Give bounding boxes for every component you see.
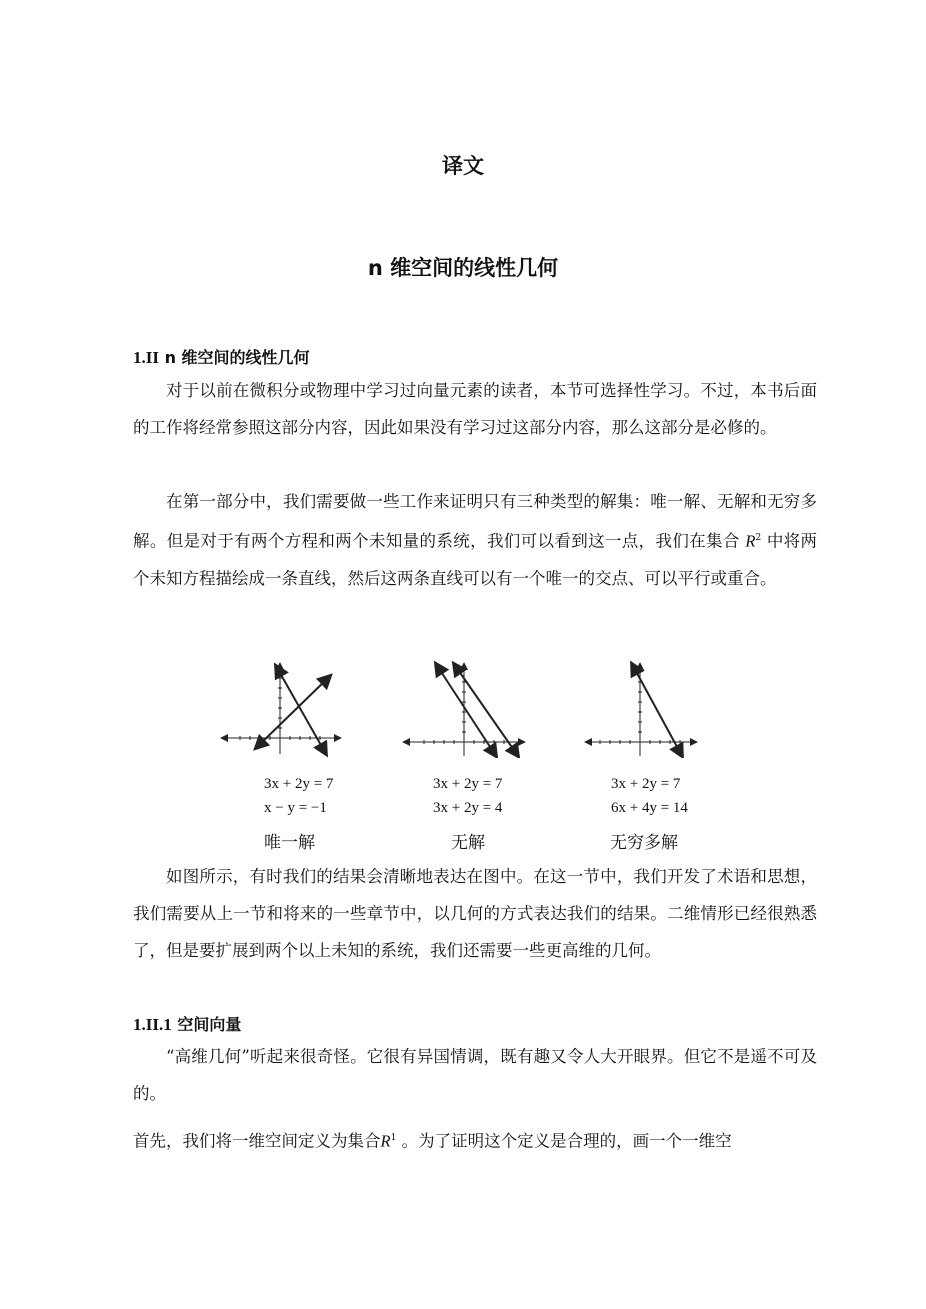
fig2-equation-2: 3x + 2y = 4 — [433, 800, 503, 816]
fig1-equation-1: 3x + 2y = 7 — [264, 776, 334, 792]
document-title: 译文 — [442, 154, 484, 178]
graph-no-solution — [400, 658, 530, 758]
subsection-heading — [133, 1012, 241, 1035]
line-eq1 — [276, 666, 326, 754]
fig3-equation-2: 6x + 4y = 14 — [611, 800, 688, 816]
paragraph-text-b: 。为了证明这个定义是合理的，画一个一维空 — [401, 1131, 732, 1151]
paragraph-text-a: 首先，我们将一维空间定义为集合 — [133, 1131, 381, 1151]
paragraph-text-a: 在第一部分中，我们需要做一些工作来证明只有三种类型的解集：唯一解、无解和无穷多解。但是对于有两个方程和两个未知量的系统，我们可以看到这一点，我们在集合 — [133, 492, 817, 551]
fig1-caption: 唯一解 — [264, 833, 315, 853]
paragraph-one-dimension — [133, 1120, 817, 1160]
paragraph-figure-discussion: 如图所示，有时我们的结果会清晰地表达在图中。在这一节中，我们开发了术语和思想，我们需要从上一节和将来的一些章节中，以几何的方式表达我们的结果。二维情形已经很熟悉了，但是要扩展到两个以上未知的系统，我们还需要一些更高维的几何。 — [133, 867, 817, 960]
fig3-equation-1: 3x + 2y = 7 — [611, 776, 681, 792]
line-eq2 — [256, 676, 330, 748]
section-number: 1.II — [133, 348, 159, 367]
set-exponent: 2 — [755, 533, 762, 543]
set-symbol: R — [745, 531, 756, 551]
paragraph-text-b: 中将两个未知方程描绘成一条直线，然后这两条直线可以有一个唯一的交点、可以平行或重合。 — [133, 531, 818, 588]
fig3-caption: 无穷多解 — [610, 833, 678, 853]
set-symbol: R — [380, 1131, 391, 1151]
subsection-number: 1.II.1 — [133, 1015, 172, 1034]
fig2-caption: 无解 — [451, 833, 485, 853]
fig2-equation-1: 3x + 2y = 7 — [433, 776, 503, 792]
subsection-heading-text: 空间向量 — [177, 1015, 242, 1034]
graph-infinite-solutions — [582, 658, 712, 758]
paragraph-intro: 对于以前在微积分或物理中学习过向量元素的读者，本节可选择性学习。不过，本书后面的工作将经常参照这部分内容，因此如果没有学习过这部分内容，那么这部分是必修的。 — [133, 381, 817, 437]
fig1-equation-2: x − y = −1 — [264, 800, 327, 816]
paragraph-higher-dimensions: “高维几何”听起来很奇怪。它很有异国情调，既有趣又令人大开眼界。但它不是遥不可及的。 — [133, 1047, 817, 1103]
section-heading-text: n 维空间的线性几何 — [164, 348, 310, 367]
chapter-title: n 维空间的线性几何 — [367, 256, 559, 280]
section-heading — [133, 345, 310, 368]
paragraph-solution-types — [133, 483, 817, 597]
set-exponent: 1 — [390, 1133, 397, 1143]
graph-unique-solution — [218, 658, 348, 758]
